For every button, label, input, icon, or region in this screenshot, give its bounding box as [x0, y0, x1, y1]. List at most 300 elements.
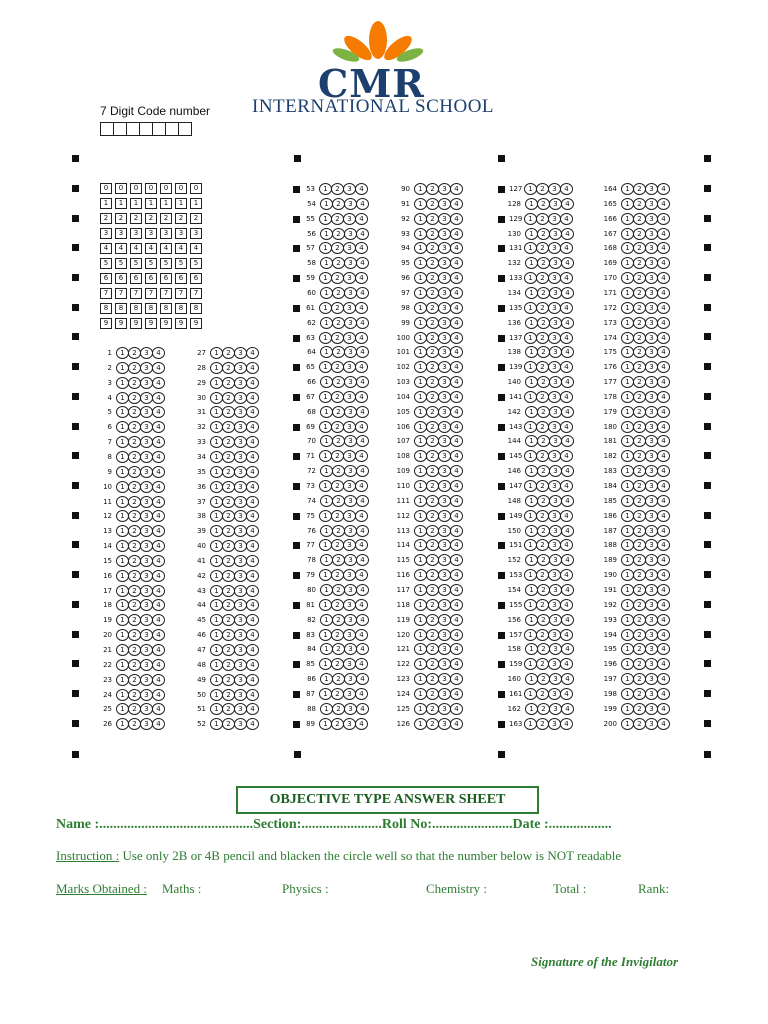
answer-bubble[interactable]: 1	[320, 406, 333, 418]
answer-bubble[interactable]: 1	[414, 673, 427, 685]
answer-bubble[interactable]: 1	[319, 480, 332, 492]
answer-bubble[interactable]: 3	[549, 287, 562, 299]
answer-bubble[interactable]: 2	[633, 257, 646, 269]
answer-bubble[interactable]: 2	[222, 555, 235, 567]
answer-bubble[interactable]: 3	[140, 599, 153, 611]
answer-bubble[interactable]: 3	[343, 629, 356, 641]
code-digit-box[interactable]: 5	[145, 258, 157, 269]
answer-bubble[interactable]: 1	[319, 539, 332, 551]
answer-bubble[interactable]: 3	[343, 361, 356, 373]
answer-bubble[interactable]: 3	[140, 481, 153, 493]
answer-bubble[interactable]: 3	[645, 406, 658, 418]
answer-bubble[interactable]: 3	[343, 272, 356, 284]
answer-bubble[interactable]: 1	[320, 614, 333, 626]
answer-bubble[interactable]: 3	[645, 228, 658, 240]
code-digit-box[interactable]: 9	[175, 318, 187, 329]
answer-bubble[interactable]: 2	[331, 183, 344, 195]
answer-bubble[interactable]: 1	[524, 421, 537, 433]
answer-bubble[interactable]: 3	[438, 435, 451, 447]
answer-bubble[interactable]: 2	[128, 451, 141, 463]
answer-bubble[interactable]: 2	[633, 465, 646, 477]
answer-bubble[interactable]: 2	[332, 643, 345, 655]
answer-bubble[interactable]: 3	[438, 272, 451, 284]
code-digit-box[interactable]: 3	[130, 228, 142, 239]
answer-bubble[interactable]: 1	[524, 599, 537, 611]
answer-bubble[interactable]: 1	[210, 377, 223, 389]
answer-bubble[interactable]: 1	[621, 406, 634, 418]
answer-bubble[interactable]: 1	[621, 643, 634, 655]
answer-bubble[interactable]: 2	[331, 688, 344, 700]
answer-bubble[interactable]: 3	[343, 332, 356, 344]
answer-bubble[interactable]: 1	[525, 525, 538, 537]
answer-bubble[interactable]: 1	[414, 287, 427, 299]
answer-bubble[interactable]: 4	[561, 346, 574, 358]
answer-bubble[interactable]: 2	[633, 272, 646, 284]
code-digit-box[interactable]: 2	[100, 213, 112, 224]
answer-bubble[interactable]: 2	[426, 287, 439, 299]
answer-bubble[interactable]: 2	[128, 570, 141, 582]
answer-bubble[interactable]: 4	[246, 421, 259, 433]
answer-bubble[interactable]: 3	[645, 287, 658, 299]
answer-bubble[interactable]: 4	[355, 213, 368, 225]
answer-bubble[interactable]: 4	[450, 450, 463, 462]
answer-bubble[interactable]: 4	[152, 555, 165, 567]
answer-bubble[interactable]: 3	[549, 198, 562, 210]
answer-bubble[interactable]: 2	[633, 213, 646, 225]
answer-bubble[interactable]: 2	[331, 391, 344, 403]
answer-bubble[interactable]: 2	[536, 658, 549, 670]
answer-bubble[interactable]: 4	[450, 629, 463, 641]
answer-bubble[interactable]: 1	[116, 703, 129, 715]
answer-bubble[interactable]: 3	[548, 242, 561, 254]
answer-bubble[interactable]: 1	[524, 718, 537, 730]
answer-bubble[interactable]: 1	[525, 554, 538, 566]
answer-bubble[interactable]: 1	[319, 658, 332, 670]
answer-bubble[interactable]: 4	[560, 361, 573, 373]
answer-bubble[interactable]: 4	[560, 480, 573, 492]
answer-bubble[interactable]: 2	[331, 718, 344, 730]
answer-bubble[interactable]: 2	[128, 347, 141, 359]
answer-bubble[interactable]: 2	[633, 495, 646, 507]
answer-bubble[interactable]: 1	[621, 554, 634, 566]
answer-bubble[interactable]: 4	[246, 525, 259, 537]
answer-bubble[interactable]: 3	[234, 406, 247, 418]
answer-bubble[interactable]: 1	[524, 361, 537, 373]
answer-bubble[interactable]: 3	[234, 555, 247, 567]
answer-bubble[interactable]: 3	[343, 213, 356, 225]
answer-bubble[interactable]: 1	[621, 287, 634, 299]
answer-bubble[interactable]: 1	[210, 674, 223, 686]
answer-bubble[interactable]: 2	[537, 228, 550, 240]
answer-bubble[interactable]: 2	[426, 480, 439, 492]
answer-bubble[interactable]: 2	[128, 644, 141, 656]
answer-bubble[interactable]: 4	[561, 406, 574, 418]
answer-bubble[interactable]: 2	[332, 376, 345, 388]
answer-bubble[interactable]: 1	[210, 496, 223, 508]
answer-bubble[interactable]: 4	[561, 525, 574, 537]
answer-bubble[interactable]: 2	[332, 346, 345, 358]
answer-bubble[interactable]: 3	[549, 346, 562, 358]
answer-bubble[interactable]: 2	[128, 718, 141, 730]
answer-bubble[interactable]: 4	[450, 495, 463, 507]
answer-bubble[interactable]: 4	[561, 614, 574, 626]
answer-bubble[interactable]: 4	[561, 228, 574, 240]
answer-bubble[interactable]: 3	[549, 584, 562, 596]
answer-bubble[interactable]: 1	[414, 643, 427, 655]
answer-bubble[interactable]: 4	[246, 466, 259, 478]
answer-bubble[interactable]: 2	[331, 332, 344, 344]
answer-bubble[interactable]: 1	[621, 332, 634, 344]
answer-bubble[interactable]: 3	[343, 450, 356, 462]
answer-bubble[interactable]: 2	[633, 317, 646, 329]
answer-bubble[interactable]: 1	[621, 629, 634, 641]
answer-bubble[interactable]: 3	[645, 346, 658, 358]
answer-bubble[interactable]: 1	[524, 450, 537, 462]
answer-bubble[interactable]: 1	[524, 480, 537, 492]
answer-bubble[interactable]: 3	[549, 673, 562, 685]
answer-bubble[interactable]: 1	[525, 406, 538, 418]
answer-bubble[interactable]: 1	[621, 718, 634, 730]
answer-bubble[interactable]: 2	[537, 614, 550, 626]
answer-bubble[interactable]: 3	[343, 599, 356, 611]
answer-bubble[interactable]: 4	[450, 287, 463, 299]
answer-bubble[interactable]: 4	[152, 451, 165, 463]
answer-bubble[interactable]: 3	[645, 465, 658, 477]
code-digit-box[interactable]: 4	[175, 243, 187, 254]
answer-bubble[interactable]: 4	[246, 481, 259, 493]
answer-bubble[interactable]: 3	[549, 525, 562, 537]
answer-bubble[interactable]: 3	[234, 347, 247, 359]
answer-bubble[interactable]: 3	[645, 361, 658, 373]
answer-bubble[interactable]: 2	[222, 510, 235, 522]
answer-bubble[interactable]: 3	[549, 376, 562, 388]
code-digit-box[interactable]: 1	[160, 198, 172, 209]
answer-bubble[interactable]: 4	[246, 659, 259, 671]
answer-bubble[interactable]: 3	[438, 332, 451, 344]
answer-bubble[interactable]: 2	[426, 198, 439, 210]
answer-bubble[interactable]: 4	[355, 272, 368, 284]
answer-bubble[interactable]: 2	[426, 421, 439, 433]
code-digit-box[interactable]: 7	[175, 288, 187, 299]
answer-bubble[interactable]: 1	[525, 317, 538, 329]
answer-bubble[interactable]: 1	[414, 317, 427, 329]
answer-bubble[interactable]: 4	[152, 362, 165, 374]
answer-bubble[interactable]: 3	[438, 539, 451, 551]
answer-bubble[interactable]: 1	[320, 703, 333, 715]
answer-bubble[interactable]: 4	[657, 495, 670, 507]
answer-bubble[interactable]: 3	[438, 703, 451, 715]
answer-bubble[interactable]: 3	[548, 510, 561, 522]
answer-bubble[interactable]: 2	[331, 539, 344, 551]
answer-bubble[interactable]: 1	[210, 421, 223, 433]
answer-bubble[interactable]: 3	[438, 465, 451, 477]
answer-bubble[interactable]: 2	[332, 317, 345, 329]
answer-bubble[interactable]: 1	[525, 465, 538, 477]
answer-bubble[interactable]: 2	[426, 510, 439, 522]
answer-bubble[interactable]: 2	[128, 674, 141, 686]
answer-bubble[interactable]: 3	[140, 377, 153, 389]
answer-bubble[interactable]: 3	[234, 392, 247, 404]
answer-bubble[interactable]: 1	[414, 332, 427, 344]
answer-bubble[interactable]: 1	[210, 718, 223, 730]
code-digit-box[interactable]: 6	[100, 273, 112, 284]
answer-bubble[interactable]: 1	[116, 674, 129, 686]
answer-bubble[interactable]: 1	[621, 183, 634, 195]
code-digit-box[interactable]: 8	[190, 303, 202, 314]
answer-bubble[interactable]: 3	[140, 525, 153, 537]
answer-bubble[interactable]: 2	[633, 391, 646, 403]
answer-bubble[interactable]: 2	[426, 599, 439, 611]
answer-bubble[interactable]: 4	[657, 421, 670, 433]
answer-bubble[interactable]: 2	[128, 540, 141, 552]
answer-bubble[interactable]: 3	[140, 585, 153, 597]
answer-bubble[interactable]: 3	[234, 540, 247, 552]
answer-bubble[interactable]: 1	[319, 629, 332, 641]
answer-bubble[interactable]: 2	[633, 525, 646, 537]
answer-bubble[interactable]: 2	[537, 584, 550, 596]
answer-bubble[interactable]: 4	[560, 213, 573, 225]
answer-bubble[interactable]: 4	[152, 644, 165, 656]
answer-bubble[interactable]: 2	[128, 599, 141, 611]
code-digit-box[interactable]: 5	[190, 258, 202, 269]
answer-bubble[interactable]: 3	[645, 629, 658, 641]
answer-bubble[interactable]: 2	[633, 183, 646, 195]
answer-bubble[interactable]: 1	[524, 302, 537, 314]
answer-bubble[interactable]: 4	[450, 658, 463, 670]
code-digit-box[interactable]: 3	[175, 228, 187, 239]
code-digit-box[interactable]: 7	[145, 288, 157, 299]
answer-bubble[interactable]: 3	[645, 213, 658, 225]
answer-bubble[interactable]: 3	[438, 406, 451, 418]
answer-bubble[interactable]: 2	[222, 659, 235, 671]
answer-bubble[interactable]: 3	[438, 287, 451, 299]
answer-bubble[interactable]: 4	[657, 228, 670, 240]
answer-bubble[interactable]: 4	[657, 346, 670, 358]
answer-bubble[interactable]: 4	[246, 644, 259, 656]
answer-bubble[interactable]: 1	[319, 302, 332, 314]
code-digit-box[interactable]: 0	[190, 183, 202, 194]
code-digit-box[interactable]: 6	[115, 273, 127, 284]
answer-bubble[interactable]: 1	[414, 525, 427, 537]
answer-bubble[interactable]: 4	[355, 302, 368, 314]
answer-bubble[interactable]: 1	[621, 688, 634, 700]
answer-bubble[interactable]: 2	[537, 673, 550, 685]
code-digit-box[interactable]: 5	[115, 258, 127, 269]
answer-bubble[interactable]: 2	[426, 450, 439, 462]
answer-bubble[interactable]: 4	[450, 272, 463, 284]
code-digit-box[interactable]: 7	[160, 288, 172, 299]
answer-bubble[interactable]: 2	[426, 584, 439, 596]
answer-bubble[interactable]: 1	[621, 361, 634, 373]
answer-bubble[interactable]: 4	[246, 614, 259, 626]
code-digit-box[interactable]: 7	[190, 288, 202, 299]
answer-bubble[interactable]: 2	[332, 287, 345, 299]
answer-bubble[interactable]: 3	[234, 510, 247, 522]
answer-bubble[interactable]: 4	[152, 659, 165, 671]
answer-bubble[interactable]: 4	[450, 539, 463, 551]
answer-bubble[interactable]: 1	[524, 242, 537, 254]
answer-bubble[interactable]: 4	[560, 272, 573, 284]
answer-bubble[interactable]: 4	[356, 346, 369, 358]
answer-bubble[interactable]: 2	[537, 406, 550, 418]
code-entry-box[interactable]	[178, 122, 192, 136]
answer-bubble[interactable]: 4	[657, 450, 670, 462]
answer-bubble[interactable]: 1	[414, 406, 427, 418]
answer-bubble[interactable]: 1	[414, 228, 427, 240]
answer-bubble[interactable]: 1	[621, 539, 634, 551]
answer-bubble[interactable]: 4	[560, 510, 573, 522]
answer-bubble[interactable]: 2	[426, 228, 439, 240]
answer-bubble[interactable]: 1	[116, 466, 129, 478]
answer-bubble[interactable]: 4	[561, 198, 574, 210]
code-digit-box[interactable]: 4	[100, 243, 112, 254]
answer-bubble[interactable]: 1	[210, 347, 223, 359]
answer-bubble[interactable]: 2	[426, 688, 439, 700]
answer-bubble[interactable]: 1	[210, 614, 223, 626]
answer-bubble[interactable]: 2	[426, 361, 439, 373]
answer-bubble[interactable]: 1	[319, 569, 332, 581]
answer-bubble[interactable]: 3	[549, 317, 562, 329]
code-entry-box[interactable]	[113, 122, 127, 136]
answer-bubble[interactable]: 2	[633, 332, 646, 344]
answer-bubble[interactable]: 1	[210, 644, 223, 656]
answer-bubble[interactable]: 2	[537, 376, 550, 388]
answer-bubble[interactable]: 2	[331, 213, 344, 225]
answer-bubble[interactable]: 1	[414, 584, 427, 596]
answer-bubble[interactable]: 4	[152, 540, 165, 552]
answer-bubble[interactable]: 3	[549, 554, 562, 566]
answer-bubble[interactable]: 3	[438, 629, 451, 641]
answer-bubble[interactable]: 4	[561, 554, 574, 566]
answer-bubble[interactable]: 2	[536, 242, 549, 254]
answer-bubble[interactable]: 4	[246, 674, 259, 686]
answer-bubble[interactable]: 2	[426, 257, 439, 269]
answer-bubble[interactable]: 3	[140, 629, 153, 641]
answer-bubble[interactable]: 1	[319, 688, 332, 700]
code-digit-box[interactable]: 8	[100, 303, 112, 314]
answer-bubble[interactable]: 4	[450, 242, 463, 254]
answer-bubble[interactable]: 2	[536, 629, 549, 641]
answer-bubble[interactable]: 2	[536, 688, 549, 700]
answer-bubble[interactable]: 1	[524, 629, 537, 641]
answer-bubble[interactable]: 4	[356, 198, 369, 210]
answer-bubble[interactable]: 2	[332, 584, 345, 596]
answer-bubble[interactable]: 4	[246, 570, 259, 582]
answer-bubble[interactable]: 2	[426, 495, 439, 507]
code-digit-box[interactable]: 1	[115, 198, 127, 209]
answer-bubble[interactable]: 2	[426, 183, 439, 195]
code-digit-box[interactable]: 2	[130, 213, 142, 224]
answer-bubble[interactable]: 1	[116, 659, 129, 671]
answer-bubble[interactable]: 3	[645, 272, 658, 284]
code-digit-box[interactable]: 2	[175, 213, 187, 224]
answer-bubble[interactable]: 2	[537, 525, 550, 537]
answer-bubble[interactable]: 4	[152, 392, 165, 404]
answer-bubble[interactable]: 1	[621, 658, 634, 670]
answer-bubble[interactable]: 3	[344, 406, 357, 418]
answer-bubble[interactable]: 1	[524, 272, 537, 284]
answer-bubble[interactable]: 2	[633, 242, 646, 254]
answer-bubble[interactable]: 2	[633, 629, 646, 641]
answer-bubble[interactable]: 4	[657, 213, 670, 225]
answer-bubble[interactable]: 2	[536, 480, 549, 492]
answer-bubble[interactable]: 3	[645, 569, 658, 581]
answer-bubble[interactable]: 4	[657, 317, 670, 329]
answer-bubble[interactable]: 4	[152, 585, 165, 597]
answer-bubble[interactable]: 4	[246, 510, 259, 522]
answer-bubble[interactable]: 4	[657, 257, 670, 269]
answer-bubble[interactable]: 2	[222, 644, 235, 656]
answer-bubble[interactable]: 2	[536, 599, 549, 611]
code-digit-box[interactable]: 9	[100, 318, 112, 329]
answer-bubble[interactable]: 3	[645, 435, 658, 447]
answer-bubble[interactable]: 3	[438, 346, 451, 358]
answer-bubble[interactable]: 1	[116, 599, 129, 611]
answer-bubble[interactable]: 1	[319, 183, 332, 195]
answer-bubble[interactable]: 4	[657, 510, 670, 522]
code-entry-boxes[interactable]	[100, 122, 191, 136]
answer-bubble[interactable]: 3	[645, 391, 658, 403]
code-digit-box[interactable]: 9	[115, 318, 127, 329]
answer-bubble[interactable]: 2	[633, 614, 646, 626]
code-digit-box[interactable]: 3	[100, 228, 112, 239]
answer-bubble[interactable]: 1	[414, 599, 427, 611]
answer-bubble[interactable]: 1	[621, 391, 634, 403]
answer-bubble[interactable]: 3	[140, 406, 153, 418]
answer-bubble[interactable]: 4	[152, 377, 165, 389]
answer-bubble[interactable]: 1	[414, 614, 427, 626]
code-digit-box[interactable]: 6	[160, 273, 172, 284]
answer-bubble[interactable]: 3	[438, 643, 451, 655]
answer-bubble[interactable]: 4	[246, 377, 259, 389]
answer-bubble[interactable]: 2	[426, 435, 439, 447]
answer-bubble[interactable]: 2	[128, 525, 141, 537]
answer-bubble[interactable]: 1	[116, 451, 129, 463]
answer-bubble[interactable]: 2	[426, 525, 439, 537]
answer-bubble[interactable]: 3	[549, 703, 562, 715]
answer-bubble[interactable]: 3	[343, 688, 356, 700]
answer-bubble[interactable]: 3	[344, 673, 357, 685]
answer-bubble[interactable]: 3	[234, 451, 247, 463]
answer-bubble[interactable]: 2	[537, 495, 550, 507]
answer-bubble[interactable]: 4	[356, 495, 369, 507]
answer-bubble[interactable]: 3	[234, 377, 247, 389]
answer-bubble[interactable]: 2	[222, 451, 235, 463]
answer-bubble[interactable]: 3	[645, 421, 658, 433]
answer-bubble[interactable]: 3	[645, 317, 658, 329]
answer-bubble[interactable]: 4	[657, 658, 670, 670]
answer-bubble[interactable]: 1	[320, 495, 333, 507]
answer-bubble[interactable]: 1	[621, 198, 634, 210]
answer-bubble[interactable]: 1	[116, 362, 129, 374]
answer-bubble[interactable]: 2	[331, 480, 344, 492]
answer-bubble[interactable]: 2	[331, 658, 344, 670]
answer-bubble[interactable]: 3	[140, 718, 153, 730]
answer-bubble[interactable]: 4	[246, 585, 259, 597]
answer-bubble[interactable]: 1	[414, 242, 427, 254]
answer-bubble[interactable]: 2	[128, 466, 141, 478]
answer-bubble[interactable]: 1	[319, 361, 332, 373]
answer-bubble[interactable]: 1	[210, 555, 223, 567]
code-digit-box[interactable]: 6	[130, 273, 142, 284]
answer-bubble[interactable]: 2	[128, 392, 141, 404]
answer-bubble[interactable]: 3	[548, 213, 561, 225]
answer-bubble[interactable]: 1	[621, 510, 634, 522]
answer-bubble[interactable]: 2	[426, 673, 439, 685]
answer-bubble[interactable]: 4	[246, 496, 259, 508]
answer-bubble[interactable]: 4	[152, 599, 165, 611]
answer-bubble[interactable]: 4	[355, 450, 368, 462]
